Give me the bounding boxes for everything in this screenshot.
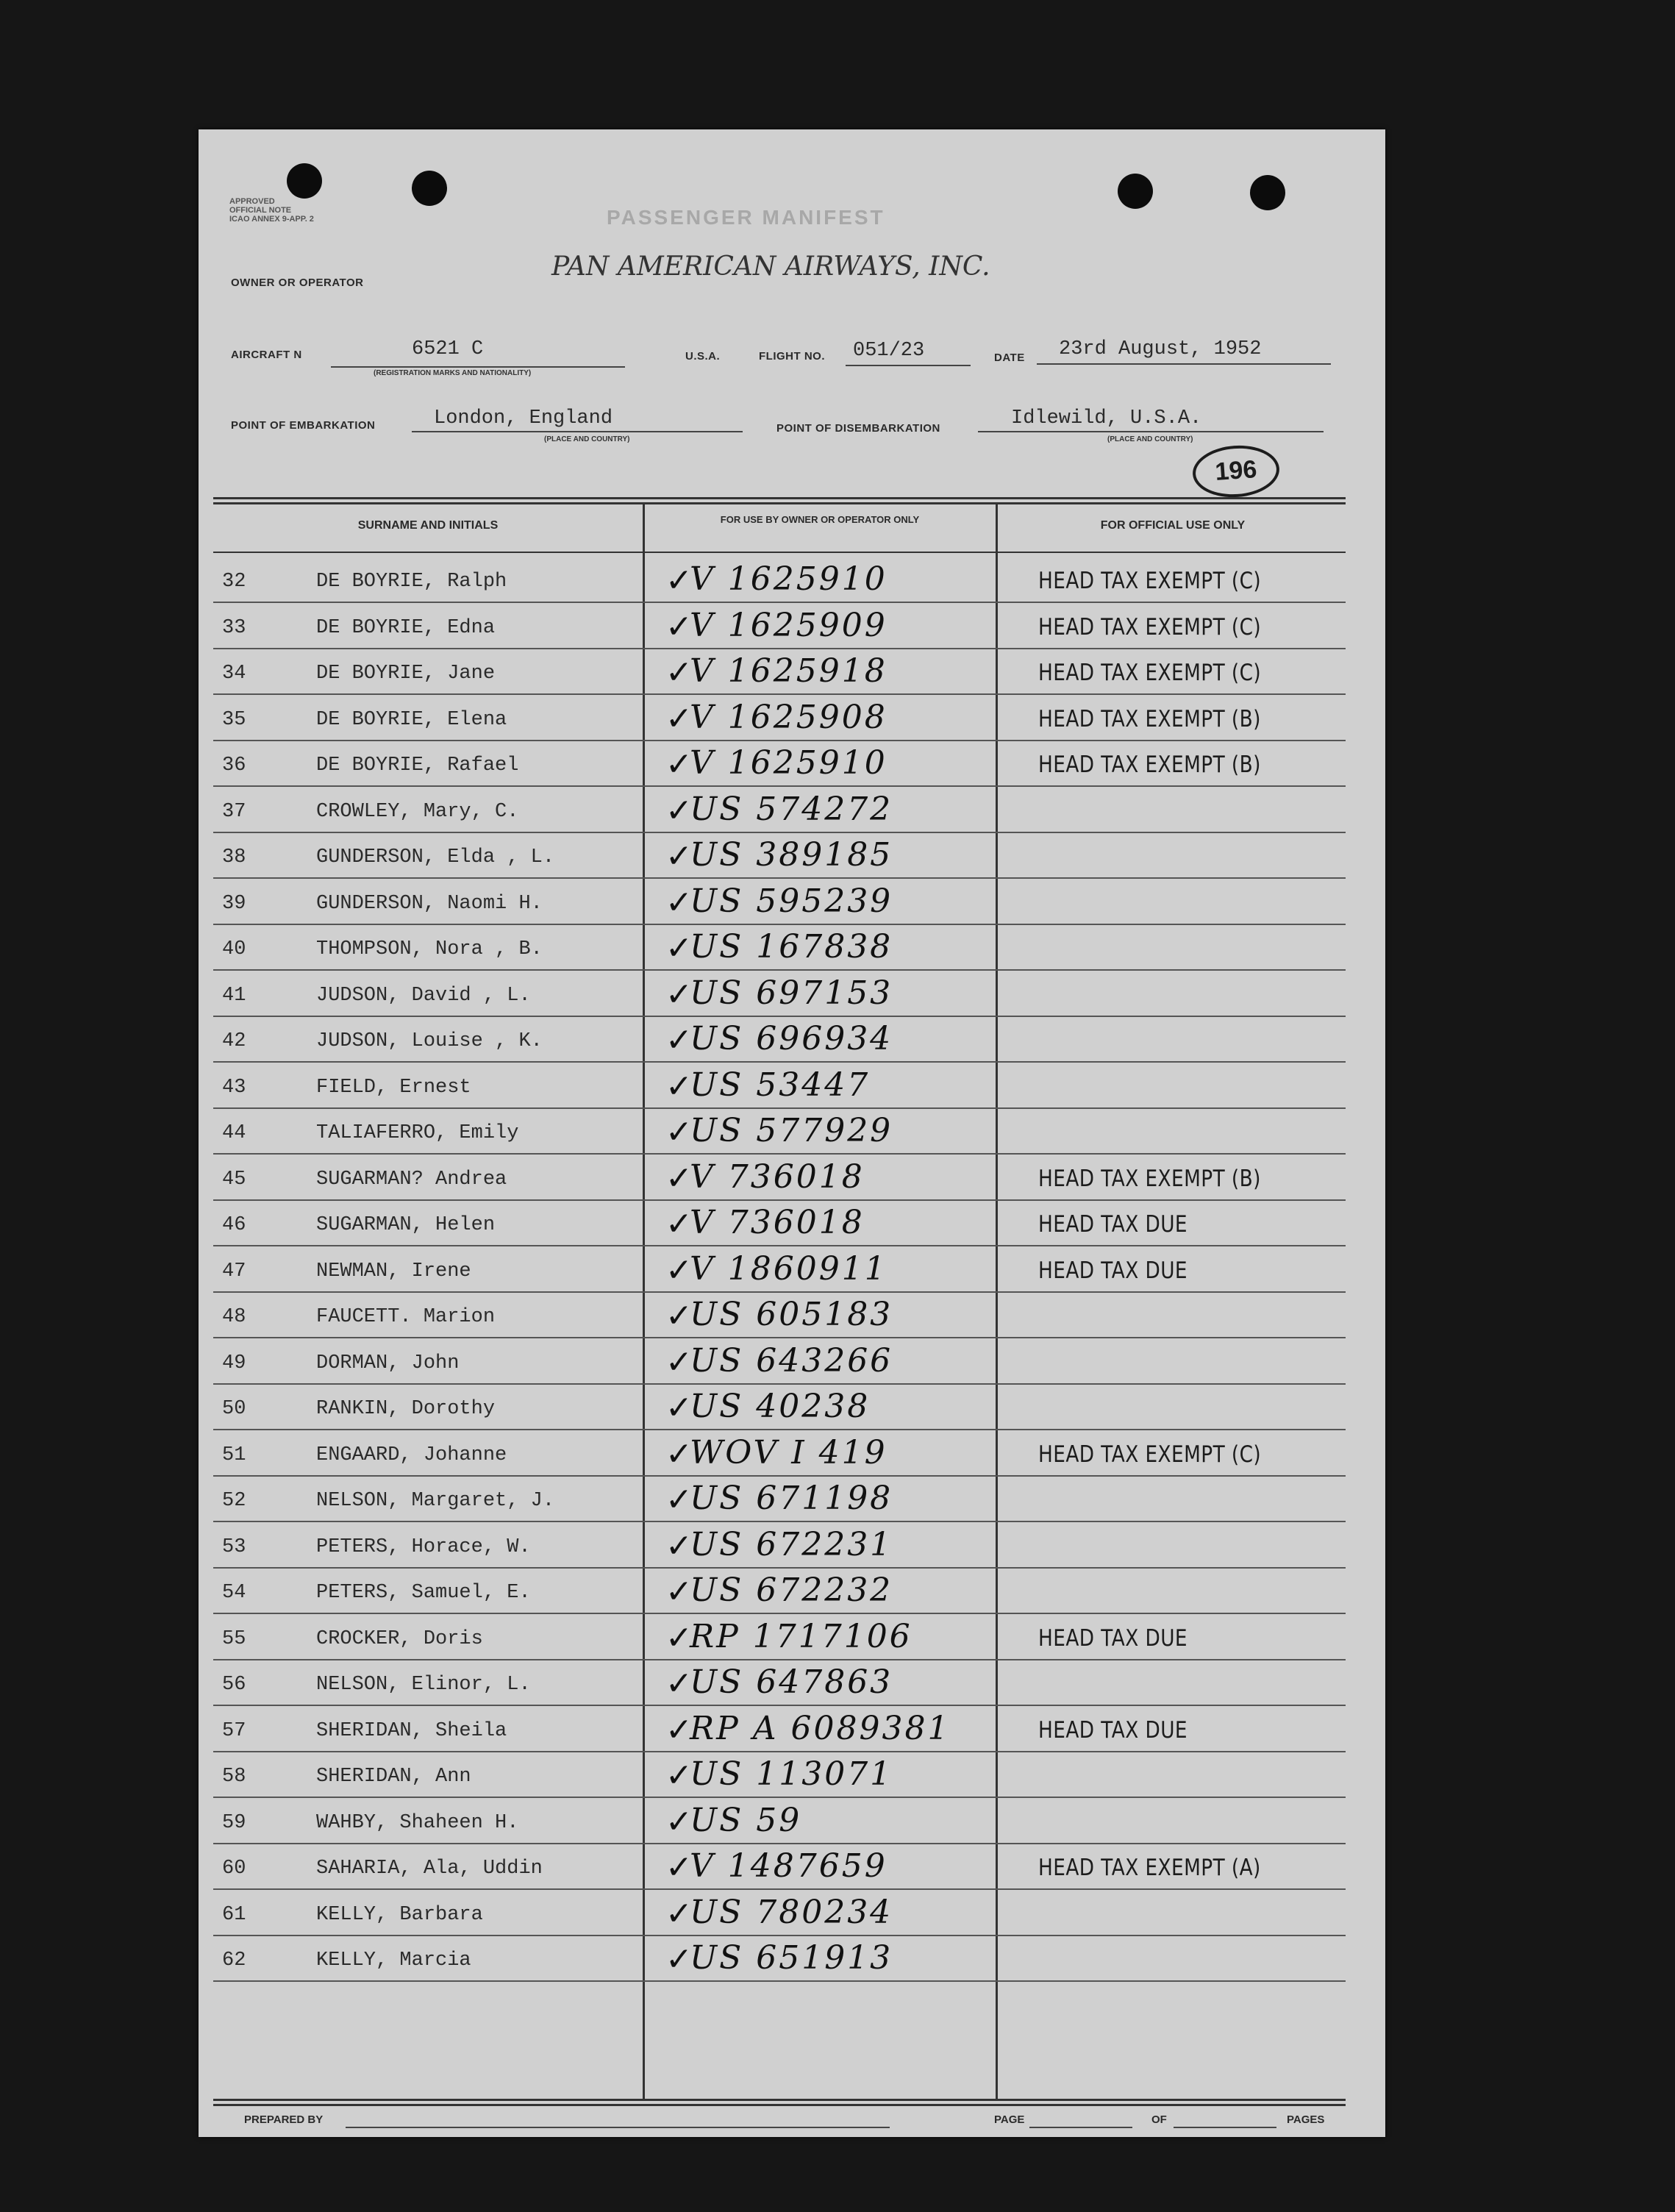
- passenger-name: PETERS, Horace, W.: [316, 1535, 531, 1558]
- column-header-official-use: FOR OFFICIAL USE ONLY: [1100, 519, 1246, 532]
- row-number: 38: [222, 846, 246, 868]
- check-mark-icon: ✓: [665, 699, 693, 738]
- passenger-name: SHERIDAN, Ann: [316, 1766, 471, 1788]
- check-mark-icon: ✓: [665, 1297, 693, 1335]
- passenger-name: DE BOYRIE, Elena: [316, 708, 507, 731]
- table-row: [213, 557, 1346, 603]
- check-mark-icon: ✓: [665, 1619, 693, 1657]
- passenger-name: SUGARMAN? Andrea: [316, 1168, 507, 1191]
- check-mark-icon: ✓: [665, 746, 693, 783]
- column-header-name: SURNAME AND INITIALS: [357, 519, 499, 532]
- check-mark-icon: ✓: [665, 1251, 693, 1289]
- document-number: RP A 6089381: [690, 1709, 951, 1747]
- check-mark-icon: ✓: [665, 1802, 693, 1841]
- passenger-name: CROCKER, Doris: [316, 1627, 483, 1650]
- document-number: US 672231: [690, 1525, 893, 1563]
- check-mark-icon: ✓: [665, 791, 693, 830]
- table-row: [213, 1936, 1346, 1982]
- row-number: 44: [222, 1122, 246, 1144]
- check-mark-icon: ✓: [665, 1573, 693, 1610]
- check-mark-icon: ✓: [665, 1665, 693, 1702]
- table-row: [213, 1109, 1346, 1155]
- header-rule: [213, 552, 1346, 553]
- row-number: 40: [222, 938, 246, 960]
- official-status: HEAD TAX EXEMPT (B): [1038, 705, 1261, 732]
- row-number: 39: [222, 892, 246, 915]
- table-row: [213, 1155, 1346, 1201]
- check-mark-icon: ✓: [665, 838, 693, 875]
- punch-hole: [287, 163, 322, 199]
- table-bottom-rule: [213, 2104, 1346, 2106]
- disembarkation-sublabel: (PLACE AND COUNTRY): [1107, 435, 1193, 443]
- check-mark-icon: ✓: [665, 1894, 693, 1933]
- manifest-page: [199, 129, 1385, 2137]
- row-number: 46: [222, 1214, 246, 1236]
- official-status: HEAD TAX EXEMPT (C): [1038, 660, 1262, 686]
- owner-label: OWNER OR OPERATOR: [231, 276, 364, 289]
- table-row: [213, 1615, 1346, 1660]
- underline: [1174, 2127, 1276, 2128]
- check-mark-icon: ✓: [665, 1205, 693, 1243]
- official-status: HEAD TAX DUE: [1038, 1257, 1188, 1284]
- row-number: 34: [222, 663, 246, 685]
- table-row: [213, 741, 1346, 787]
- document-number: US 40238: [690, 1388, 871, 1425]
- row-number: 59: [222, 1811, 246, 1834]
- passenger-name: SHERIDAN, Sheila: [316, 1719, 507, 1742]
- passenger-name: ENGAARD, Johanne: [316, 1444, 507, 1466]
- check-mark-icon: ✓: [665, 1941, 693, 1978]
- form-title: PASSENGER MANIFEST: [607, 206, 885, 229]
- table-row: [213, 1293, 1346, 1338]
- aircraft-label: AIRCRAFT N: [231, 349, 302, 361]
- passenger-name: FAUCETT. Marion: [316, 1306, 496, 1328]
- table-row: [213, 1247, 1346, 1293]
- official-status: HEAD TAX DUE: [1038, 1624, 1188, 1652]
- table-row: [213, 788, 1346, 833]
- document-number: US 697153: [690, 974, 893, 1012]
- check-mark-icon: ✓: [665, 975, 693, 1013]
- table-top-rule: [213, 497, 1346, 499]
- check-mark-icon: ✓: [665, 930, 693, 967]
- check-mark-icon: ✓: [665, 607, 693, 646]
- row-number: 61: [222, 1903, 246, 1926]
- date-value: 23rd August, 1952: [1059, 338, 1262, 360]
- underline: [978, 431, 1324, 432]
- check-mark-icon: ✓: [665, 1389, 693, 1427]
- pages-label: PAGES: [1287, 2113, 1325, 2126]
- passenger-name: FIELD, Ernest: [316, 1076, 471, 1099]
- document-number: V 1487659: [690, 1847, 888, 1885]
- table-row: [213, 1339, 1346, 1385]
- check-mark-icon: ✓: [665, 1067, 693, 1105]
- row-number: 43: [222, 1076, 246, 1099]
- document-number: V 1625910: [690, 560, 888, 598]
- punch-hole: [1118, 174, 1153, 209]
- passenger-name: SAHARIA, Ala, Uddin: [316, 1858, 543, 1880]
- table-row: [213, 1017, 1346, 1063]
- check-mark-icon: ✓: [665, 1849, 693, 1886]
- document-number: V 1860911: [690, 1249, 888, 1288]
- approval-line: OFFICIAL NOTE: [229, 206, 292, 215]
- column-header-owner-use: FOR USE BY OWNER OR OPERATOR ONLY: [720, 514, 920, 525]
- underline: [1029, 2127, 1132, 2128]
- check-mark-icon: ✓: [665, 1435, 693, 1473]
- document-number: US 643266: [690, 1341, 893, 1380]
- table-row: [213, 1799, 1346, 1844]
- passenger-name: CROWLEY, Mary, C.: [316, 800, 519, 823]
- row-number: 58: [222, 1766, 246, 1788]
- document-number: V 1625918: [690, 652, 888, 690]
- flight-value: 051/23: [853, 340, 925, 362]
- row-number: 36: [222, 754, 246, 777]
- check-mark-icon: ✓: [665, 1021, 693, 1059]
- passenger-name: THOMPSON, Nora , B.: [316, 938, 543, 960]
- underline: [1037, 363, 1331, 365]
- passenger-name: KELLY, Barbara: [316, 1903, 483, 1926]
- table-row: [213, 1477, 1346, 1522]
- table-row: [213, 971, 1346, 1017]
- passenger-name: DE BOYRIE, Jane: [316, 663, 496, 685]
- of-label: OF: [1151, 2113, 1167, 2126]
- table-row: [213, 1431, 1346, 1477]
- passenger-name: TALIAFERRO, Emily: [316, 1122, 519, 1144]
- document-number: US 595239: [690, 882, 893, 920]
- row-number: 62: [222, 1949, 246, 1972]
- table-row: [213, 1569, 1346, 1614]
- passenger-name: PETERS, Samuel, E.: [316, 1582, 531, 1604]
- official-status: HEAD TAX EXEMPT (B): [1038, 752, 1261, 778]
- table-row: [213, 1523, 1346, 1569]
- document-number: US 672232: [690, 1571, 893, 1609]
- approval-line: ICAO ANNEX 9-APP. 2: [229, 215, 314, 224]
- official-status: HEAD TAX EXEMPT (A): [1038, 1855, 1261, 1881]
- check-mark-icon: ✓: [665, 883, 693, 921]
- underline: [412, 431, 743, 432]
- table-row: [213, 1385, 1346, 1430]
- table-row: [213, 925, 1346, 971]
- aircraft-sublabel: (REGISTRATION MARKS AND NATIONALITY): [374, 369, 532, 377]
- document-number: US 696934: [690, 1020, 893, 1057]
- table-row: [213, 1707, 1346, 1752]
- passenger-name: JUDSON, Louise , K.: [316, 1030, 543, 1052]
- passenger-name: NEWMAN, Irene: [316, 1260, 471, 1282]
- row-number: 53: [222, 1535, 246, 1558]
- passenger-name: DE BOYRIE, Edna: [316, 616, 496, 639]
- document-number: US 574272: [690, 790, 893, 828]
- row-number: 60: [222, 1858, 246, 1880]
- passenger-name: GUNDERSON, Elda , L.: [316, 846, 555, 868]
- row-number: 41: [222, 984, 246, 1007]
- document-number: WOV I 419: [690, 1433, 888, 1471]
- check-mark-icon: ✓: [665, 1481, 693, 1519]
- official-status: HEAD TAX EXEMPT (C): [1038, 1441, 1262, 1468]
- check-mark-icon: ✓: [665, 654, 693, 691]
- document-number: US 647863: [690, 1663, 893, 1701]
- table-row: [213, 1844, 1346, 1890]
- passenger-name: RANKIN, Dorothy: [316, 1398, 496, 1420]
- official-status: HEAD TAX DUE: [1038, 1211, 1188, 1238]
- prepared-by-label: PREPARED BY: [244, 2113, 324, 2126]
- document-number: US 780234: [690, 1893, 893, 1931]
- flight-label: FLIGHT NO.: [759, 350, 825, 363]
- passenger-name: JUDSON, David , L.: [316, 984, 531, 1007]
- row-number: 54: [222, 1582, 246, 1604]
- underline: [846, 365, 971, 366]
- passenger-name: NELSON, Elinor, L.: [316, 1674, 531, 1696]
- table-row: [213, 1201, 1346, 1246]
- check-mark-icon: ✓: [665, 1710, 693, 1749]
- table-row: [213, 1063, 1346, 1109]
- check-mark-icon: ✓: [665, 1343, 693, 1381]
- punch-hole: [1250, 175, 1285, 210]
- official-status: HEAD TAX EXEMPT (C): [1038, 568, 1262, 594]
- row-number: 35: [222, 708, 246, 731]
- table-row: [213, 604, 1346, 649]
- company-name: PAN AMERICAN AIRWAYS, INC.: [551, 251, 990, 282]
- check-mark-icon: ✓: [665, 1159, 693, 1197]
- embarkation-label: POINT OF EMBARKATION: [231, 419, 376, 432]
- row-number: 37: [222, 800, 246, 823]
- document-number: US 167838: [690, 928, 893, 966]
- document-number: V 1625908: [690, 698, 888, 736]
- table-row: [213, 649, 1346, 695]
- official-status: HEAD TAX DUE: [1038, 1716, 1188, 1744]
- passenger-name: KELLY, Marcia: [316, 1949, 471, 1972]
- underline: [346, 2127, 890, 2128]
- aircraft-value: 6521 C: [412, 338, 484, 360]
- row-number: 49: [222, 1352, 246, 1374]
- date-label: DATE: [994, 352, 1025, 364]
- document-number: US 59: [690, 1801, 802, 1839]
- document-number: US 389185: [690, 836, 893, 874]
- row-number: 55: [222, 1627, 246, 1650]
- passenger-name: DE BOYRIE, Ralph: [316, 571, 507, 593]
- document-number: V 736018: [690, 1157, 865, 1196]
- row-number: 48: [222, 1306, 246, 1328]
- passenger-name: GUNDERSON, Naomi H.: [316, 892, 543, 915]
- document-number: V 1625910: [690, 744, 888, 782]
- check-mark-icon: ✓: [665, 1757, 693, 1794]
- document-number: US 577929: [690, 1112, 893, 1149]
- document-number: US 605183: [690, 1296, 893, 1333]
- official-status: HEAD TAX EXEMPT (B): [1038, 1165, 1261, 1192]
- check-mark-icon: ✓: [665, 562, 693, 599]
- disembarkation-label: POINT OF DISEMBARKATION: [776, 422, 940, 435]
- punch-hole: [412, 171, 447, 206]
- table-row: [213, 833, 1346, 879]
- passenger-name: SUGARMAN, Helen: [316, 1214, 496, 1236]
- embarkation-value: London, England: [434, 407, 613, 429]
- row-number: 51: [222, 1444, 246, 1466]
- table-row: [213, 880, 1346, 925]
- row-number: 57: [222, 1719, 246, 1742]
- underline: [331, 366, 625, 368]
- approval-note: [229, 197, 314, 224]
- passenger-name: NELSON, Margaret, J.: [316, 1490, 555, 1512]
- document-number: V 736018: [690, 1204, 865, 1241]
- table-bottom-rule: [213, 2099, 1346, 2101]
- embarkation-sublabel: (PLACE AND COUNTRY): [544, 435, 630, 443]
- document-number: US 651913: [690, 1939, 893, 1977]
- document-number: US 671198: [690, 1480, 893, 1517]
- disembarkation-value: Idlewild, U.S.A.: [1011, 407, 1202, 429]
- document-number: US 113071: [690, 1755, 893, 1793]
- table-row: [213, 1891, 1346, 1936]
- row-rule: [213, 1980, 1346, 1982]
- row-number: 33: [222, 616, 246, 639]
- row-number: 42: [222, 1030, 246, 1052]
- passenger-name: WAHBY, Shaheen H.: [316, 1811, 519, 1834]
- document-number: V 1625909: [690, 606, 888, 644]
- passenger-name: DORMAN, John: [316, 1352, 460, 1374]
- page-label: PAGE: [994, 2113, 1025, 2126]
- table-row: [213, 1660, 1346, 1706]
- table-top-rule: [213, 502, 1346, 504]
- table-row: [213, 1752, 1346, 1798]
- check-mark-icon: ✓: [665, 1527, 693, 1565]
- row-number: 56: [222, 1674, 246, 1696]
- official-status: HEAD TAX EXEMPT (C): [1038, 613, 1262, 641]
- row-number: 52: [222, 1490, 246, 1512]
- row-number: 50: [222, 1398, 246, 1420]
- table-row: [213, 696, 1346, 741]
- usa-label: U.S.A.: [685, 350, 721, 363]
- page-stamp-number: 196: [1191, 443, 1282, 500]
- approval-line: APPROVED: [229, 197, 275, 206]
- passenger-name: DE BOYRIE, Rafael: [316, 754, 519, 777]
- check-mark-icon: ✓: [665, 1113, 693, 1151]
- row-number: 47: [222, 1260, 246, 1282]
- document-number: US 53447: [690, 1066, 871, 1104]
- row-number: 32: [222, 571, 246, 593]
- row-number: 45: [222, 1168, 246, 1191]
- document-number: RP 1717106: [690, 1617, 913, 1655]
